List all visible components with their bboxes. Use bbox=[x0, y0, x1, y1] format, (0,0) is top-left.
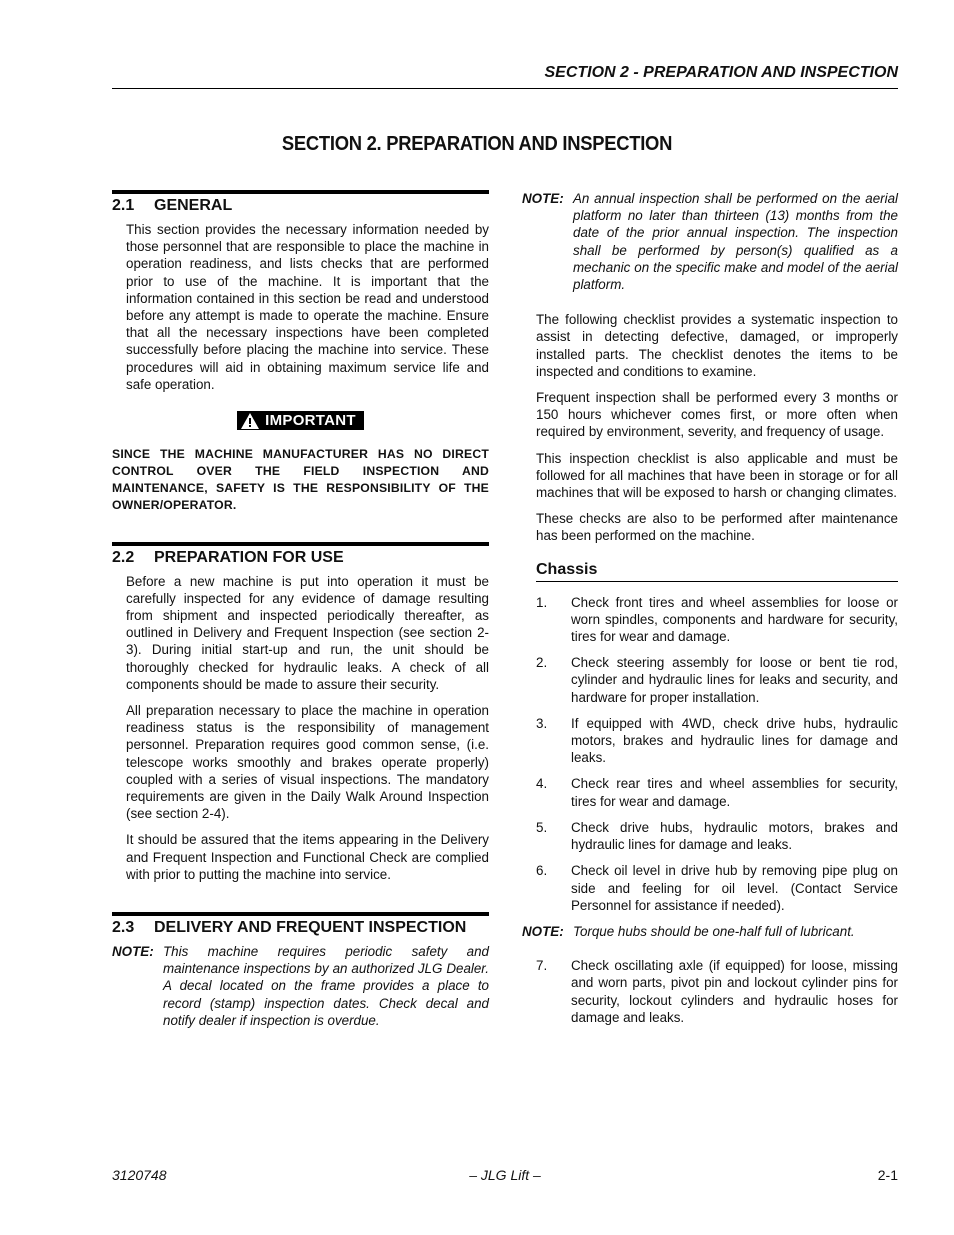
item-text: Check rear tires and wheel assemblies for security, tires for wear and damage. bbox=[571, 776, 898, 809]
item-text: Check drive hubs, hydraulic motors, brakes and hydraulic lines for damage and leaks. bbox=[571, 819, 898, 853]
important-badge bbox=[237, 411, 364, 430]
item-number: 6. bbox=[536, 863, 548, 879]
important-callout bbox=[112, 411, 489, 434]
running-header: SECTION 2 - PREPARATION AND INSPECTION bbox=[544, 64, 898, 81]
section-2-2-heading bbox=[112, 542, 489, 567]
important-text: SINCE THE MACHINE MANUFACTURER HAS NO DIRECT CONTROL OVER THE FIELD INSPECTION AND MAINTENANCE, SAFETY IS THE RESPONSIBILITY OF THE OWNER/OPERATOR. bbox=[112, 446, 489, 513]
item-text: Check oil level in drive hub by removing pipe plug on side and feeling for oil level. (Contact Service Personnel for assistance if needed). bbox=[571, 863, 898, 913]
chassis-checklist bbox=[522, 594, 898, 914]
left-column bbox=[112, 190, 489, 1038]
header-rule bbox=[112, 88, 898, 89]
checklist-paragraph: The following checklist provides a systematic inspection to assist in detecting defective, damaged, or improperly installed parts. The checklist denotes the items to be inspected and conditions to examine. bbox=[536, 312, 898, 379]
preparation-paragraph-2: All preparation necessary to place the machine in operation readiness status is the responsibility of management personnel. Preparation requires good common sense, (i.e. telescope works smoothly and brakes operate properly) coupled with a series of visual inspections. The mandatory requirements are given in the Daily Walk Around Inspection (see section 2-4). bbox=[126, 702, 489, 822]
section-title: PREPARATION FOR USE bbox=[154, 548, 344, 566]
item-number: 1. bbox=[536, 594, 548, 610]
important-label: IMPORTANT bbox=[265, 412, 356, 430]
frequency-paragraph: Frequent inspection shall be performed every 3 months or 150 hours whichever comes first, or more often when required by environment, severity, and frequency of usage. bbox=[536, 390, 898, 440]
section-2-1-heading bbox=[112, 190, 489, 215]
list-item bbox=[522, 654, 898, 706]
delivery-note bbox=[112, 943, 489, 1029]
note-label: NOTE: bbox=[522, 923, 564, 939]
list-item bbox=[522, 819, 898, 853]
item-text: Check oscillating axle (if equipped) for loose, missing and worn parts, pivot pin and lockout cylinder pins for security, lockout cylinders and hydraulic hoses for damage and leaks. bbox=[571, 958, 898, 1025]
general-paragraph: This section provides the necessary information needed by those personnel that are responsible to place the machine in operation readiness, and lists checks that are performed prior to use of the machine. It is important that the information contained in this section be read and understood before any attempt is made to operate the machine. Ensure that all the necessary inspections have been completed successfully before placing the machine into service. These procedures will aid in obtaining maximum service life and safe operation. bbox=[126, 222, 489, 392]
item-number: 4. bbox=[536, 776, 548, 792]
page-title: SECTION 2. PREPARATION AND INSPECTION bbox=[281, 133, 673, 155]
document-number: 3120748 bbox=[112, 1167, 167, 1183]
list-item bbox=[522, 862, 898, 914]
list-item bbox=[522, 957, 898, 1026]
right-column bbox=[522, 190, 898, 1035]
item-text: Check steering assembly for loose or bent tie rod, cylinder and hydraulic lines for leaks and security, and hardware for proper installation. bbox=[571, 655, 898, 705]
page-number: 2-1 bbox=[877, 1167, 898, 1183]
preparation-paragraph-3: It should be assured that the items appearing in the Delivery and Frequent Inspection and Functional Check are complied with prior to putting the machine into service. bbox=[126, 832, 489, 882]
section-title: DELIVERY AND FREQUENT INSPECTION bbox=[154, 918, 467, 936]
list-item bbox=[522, 775, 898, 809]
storage-paragraph: This inspection checklist is also applicable and must be followed for all machines that have been in storage or for all machines that will be exposed to harsh or changing climates. bbox=[536, 450, 898, 501]
preparation-paragraph-1: Before a new machine is put into operation it must be carefully inspected for any evidence of damage resulting from shipment and inspected periodically thereafter, as outlined in Delivery and Frequent Inspection (see section 2-3). During initial start-up and run, the unit should be thoroughly checked for hydraulic leaks. A check of all components should be made to assure their security. bbox=[126, 573, 489, 692]
section-number: 2.1 bbox=[112, 197, 135, 214]
item-number: 3. bbox=[536, 715, 548, 731]
item-text: If equipped with 4WD, check drive hubs, hydraulic motors, brakes and hydraulic lines for damage and leaks. bbox=[571, 715, 898, 766]
torque-hub-note bbox=[522, 923, 898, 940]
item-text: Check front tires and wheel assemblies for loose or worn spindles, components and hardware for security, tires for wear and damage. bbox=[571, 594, 898, 645]
item-number: 5. bbox=[536, 819, 548, 835]
note-text: Torque hubs should be one-half full of lubricant. bbox=[573, 923, 855, 939]
chassis-heading: Chassis bbox=[536, 561, 898, 582]
section-number: 2.3 bbox=[112, 918, 135, 936]
section-title: GENERAL bbox=[154, 197, 233, 214]
note-text: This machine requires periodic safety and maintenance inspections by an authorized JLG Dealer. A decal located on the frame provides a place to record (stamp) inspection dates. Check decal and notify dealer if inspection is overdue. bbox=[163, 943, 489, 1028]
footer-brand: – JLG Lift – bbox=[469, 1167, 541, 1183]
warning-triangle-icon bbox=[241, 413, 259, 429]
note-label: NOTE: bbox=[112, 943, 154, 959]
annual-inspection-note bbox=[522, 190, 898, 293]
list-item bbox=[522, 715, 898, 767]
section-number: 2.2 bbox=[112, 548, 135, 566]
item-number: 2. bbox=[536, 655, 548, 671]
note-text: An annual inspection shall be performed on the aerial platform no later than thirteen (13) months from the date of the prior annual inspection. The inspection shall be performed by person(s) qualified as a mechanic on the specific make and model of the aerial platform. bbox=[573, 191, 898, 293]
maintenance-paragraph: These checks are also to be performed after maintenance has been performed on the machine. bbox=[536, 511, 898, 544]
item-number: 7. bbox=[536, 958, 548, 974]
note-label: NOTE: bbox=[522, 191, 564, 206]
list-item bbox=[522, 594, 898, 646]
section-2-3-heading bbox=[112, 912, 489, 937]
